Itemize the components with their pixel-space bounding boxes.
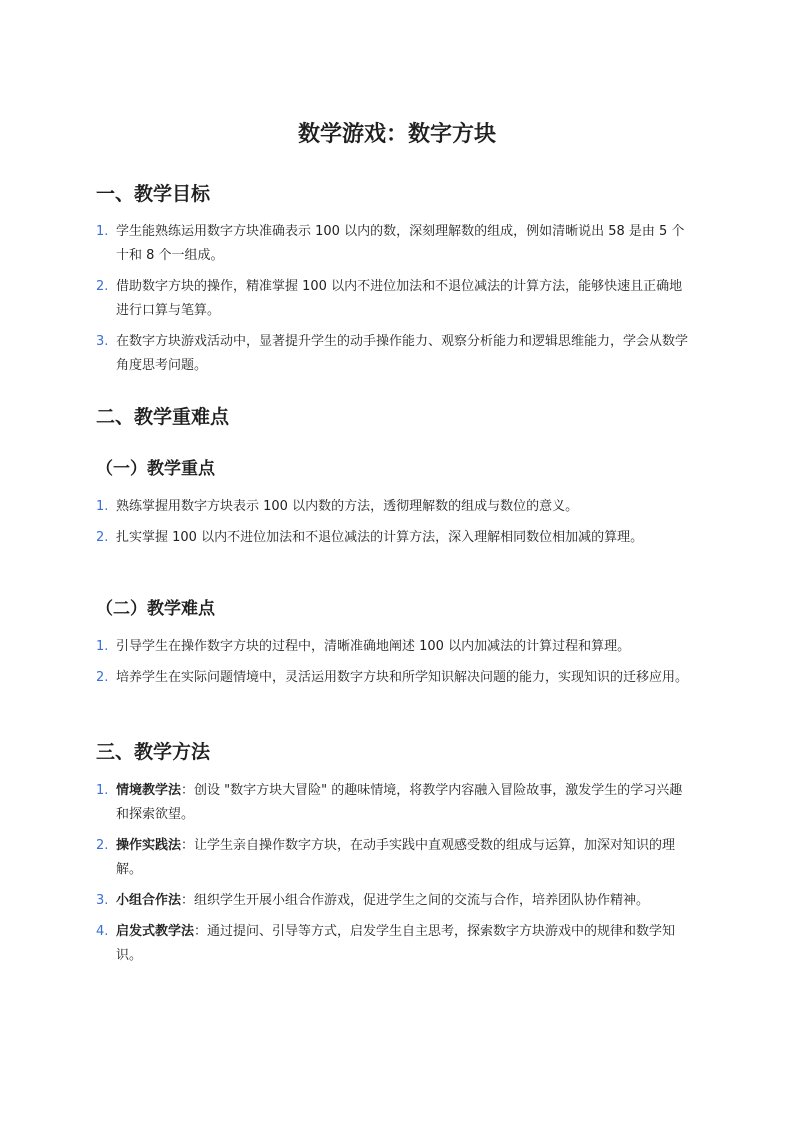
list-number: 3. (96, 893, 109, 908)
list-item (96, 666, 694, 690)
objectives-list (96, 220, 694, 385)
list-item-text: 借助数字方块的操作，精准掌握 100 以内不进位加法和不退位减法的计算方法，能够快速且正确地进行口算与笔算。 (116, 279, 683, 318)
section-heading-methods: 三、教学方法 (96, 741, 211, 763)
list-number: 1. (96, 499, 109, 514)
list-item (96, 779, 694, 827)
list-item (96, 526, 694, 550)
list-item (96, 275, 694, 323)
difficulty-list (96, 635, 694, 697)
list-item-text: 学生能熟练运用数字方块准确表示 100 以内的数，深刻理解数的组成，例如清晰说出 58 是由 5 个十和 8 个一组成。 (116, 224, 685, 263)
subsection-heading-focus: （一）教学重点 (96, 459, 215, 479)
focus-list (96, 495, 694, 557)
list-item (96, 635, 694, 659)
list-item-text: ：通过提问、引导等方式，启发学生自主思考，探索数字方块游戏中的规律和数学知识。 (116, 924, 676, 963)
list-item-text: ：组织学生开展小组合作游戏，促进学生之间的交流与合作，培养团队协作精神。 (181, 893, 650, 908)
list-item (96, 330, 694, 378)
list-item-text: ：创设 "数字方块大冒险" 的趣味情境，将教学内容融入冒险故事，激发学生的学习兴趣和探索欲望。 (116, 783, 683, 822)
method-term: 小组合作法 (116, 893, 182, 908)
method-term: 操作实践法 (116, 838, 182, 853)
subsection-heading-difficulty: （二）教学难点 (96, 599, 215, 619)
list-item (96, 920, 694, 968)
document-title: 数学游戏：数字方块 (297, 122, 496, 147)
list-number: 2. (96, 530, 109, 545)
list-item (96, 834, 694, 882)
list-item-text: ：让学生亲自操作数字方块，在动手实践中直观感受数的组成与运算，加深对知识的理解。 (116, 838, 676, 877)
list-item-text: 在数字方块游戏活动中，显著提升学生的动手操作能力、观察分析能力和逻辑思维能力，学会从数学角度思考问题。 (116, 334, 689, 373)
list-item (96, 889, 694, 913)
list-number: 1. (96, 639, 109, 654)
section-heading-key-points: 二、教学重难点 (96, 406, 230, 428)
method-term: 启发式教学法 (116, 924, 195, 939)
methods-list (96, 779, 694, 975)
list-number: 2. (96, 279, 109, 294)
list-number: 4. (96, 924, 109, 939)
list-number: 1. (96, 783, 109, 798)
list-item-text: 熟练掌握用数字方块表示 100 以内数的方法，透彻理解数的组成与数位的意义。 (116, 499, 579, 514)
list-number: 1. (96, 224, 109, 239)
list-number: 2. (96, 670, 109, 685)
list-item-text: 培养学生在实际问题情境中，灵活运用数字方块和所学知识解决问题的能力，实现知识的迁移应用。 (116, 670, 689, 685)
list-number: 2. (96, 838, 109, 853)
method-term: 情境教学法 (116, 783, 182, 798)
section-heading-objectives: 一、教学目标 (96, 183, 211, 205)
list-item (96, 495, 694, 519)
list-item (96, 220, 694, 268)
list-number: 3. (96, 334, 109, 349)
list-item-text: 引导学生在操作数字方块的过程中，清晰准确地阐述 100 以内加减法的计算过程和算理。 (116, 639, 631, 654)
list-item-text: 扎实掌握 100 以内不进位加法和不退位减法的计算方法，深入理解相同数位相加减的算理。 (116, 530, 644, 545)
